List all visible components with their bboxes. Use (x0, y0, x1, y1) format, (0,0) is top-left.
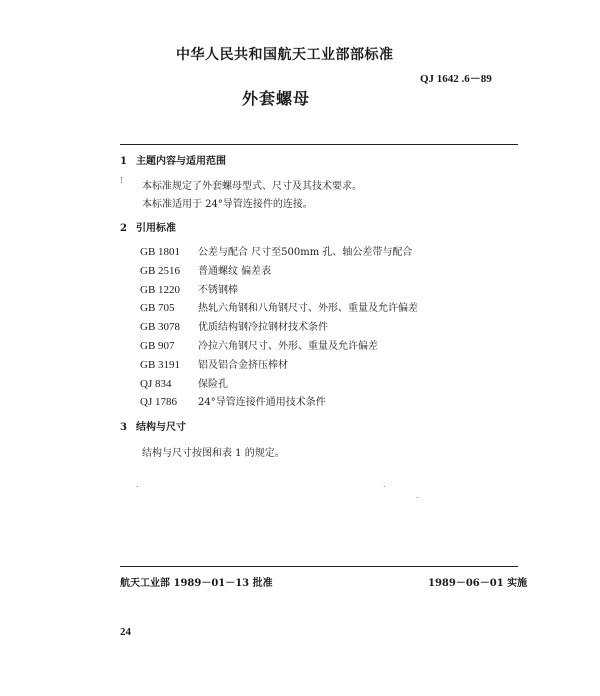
reference-title: 铝及铝合金挤压棒材 (198, 360, 288, 371)
reference-item (140, 375, 228, 390)
reference-item (140, 356, 288, 371)
reference-title: 公差与配合 尺寸至500mm 孔、轴公差带与配合 (198, 247, 413, 258)
reference-item (140, 299, 418, 314)
approval-date: 航天工业部 1989－01－13 批准 (120, 578, 273, 589)
reference-code: GB 1801 (140, 246, 181, 258)
reference-item (140, 318, 328, 333)
scan-speck: . (383, 480, 386, 489)
scan-speck: . (416, 491, 419, 500)
reference-title: 冷拉六角钢尺寸、外形、重量及允许偏差 (198, 341, 378, 352)
section-number: 2 (120, 223, 127, 234)
document-title: 外套螺母 (242, 89, 311, 108)
reference-item (140, 262, 271, 277)
reference-title: 优质结构钢冷拉钢材技术条件 (198, 322, 328, 333)
section-2-heading (120, 219, 176, 234)
section-number: 1 (120, 156, 127, 167)
reference-code: GB 3078 (140, 321, 181, 333)
section-title: 引用标准 (136, 223, 176, 234)
reference-code: QJ 834 (140, 378, 172, 390)
standard-number: QJ 1642 .6－89 (420, 73, 492, 85)
reference-title: 热轧六角钢和八角钢尺寸、外形、重量及允许偏差 (198, 303, 418, 314)
top-rule (120, 144, 518, 145)
reference-title: 保险孔 (198, 379, 228, 390)
paragraph: 本标准规定了外套螺母型式、尺寸及其技术要求。 (142, 181, 362, 192)
reference-title: 不锈钢棒 (198, 285, 238, 296)
reference-code: GB 705 (140, 302, 175, 314)
paragraph: 本标准适用于 24°导管连接件的连接。 (142, 199, 313, 210)
reference-title: 普通螺纹 偏差表 (198, 266, 272, 277)
reference-item (140, 243, 412, 258)
reference-title: 24°导管连接件通用技术条件 (198, 397, 326, 408)
reference-code: QJ 1786 (140, 396, 177, 408)
section-number: 3 (120, 422, 127, 433)
scan-speck: . (136, 480, 139, 489)
reference-code: GB 907 (140, 340, 175, 352)
section-title: 结构与尺寸 (136, 422, 186, 433)
section-title: 主题内容与适用范围 (136, 156, 226, 167)
reference-code: GB 1220 (140, 284, 181, 296)
margin-mark: ! (120, 176, 124, 185)
section-1-heading (120, 152, 226, 167)
bottom-rule (120, 566, 518, 567)
reference-code: GB 3191 (140, 359, 181, 371)
issuing-organization: 中华人民共和国航天工业部部标准 (176, 47, 394, 63)
reference-item (140, 337, 378, 352)
page-number: 24 (120, 626, 131, 638)
reference-item (140, 281, 238, 296)
section-3-heading (120, 418, 186, 433)
reference-item (140, 393, 326, 408)
reference-code: GB 2516 (140, 265, 181, 277)
paragraph: 结构与尺寸按图和表 1 的规定。 (142, 448, 285, 459)
effective-date: 1989－06－01 实施 (428, 578, 528, 589)
